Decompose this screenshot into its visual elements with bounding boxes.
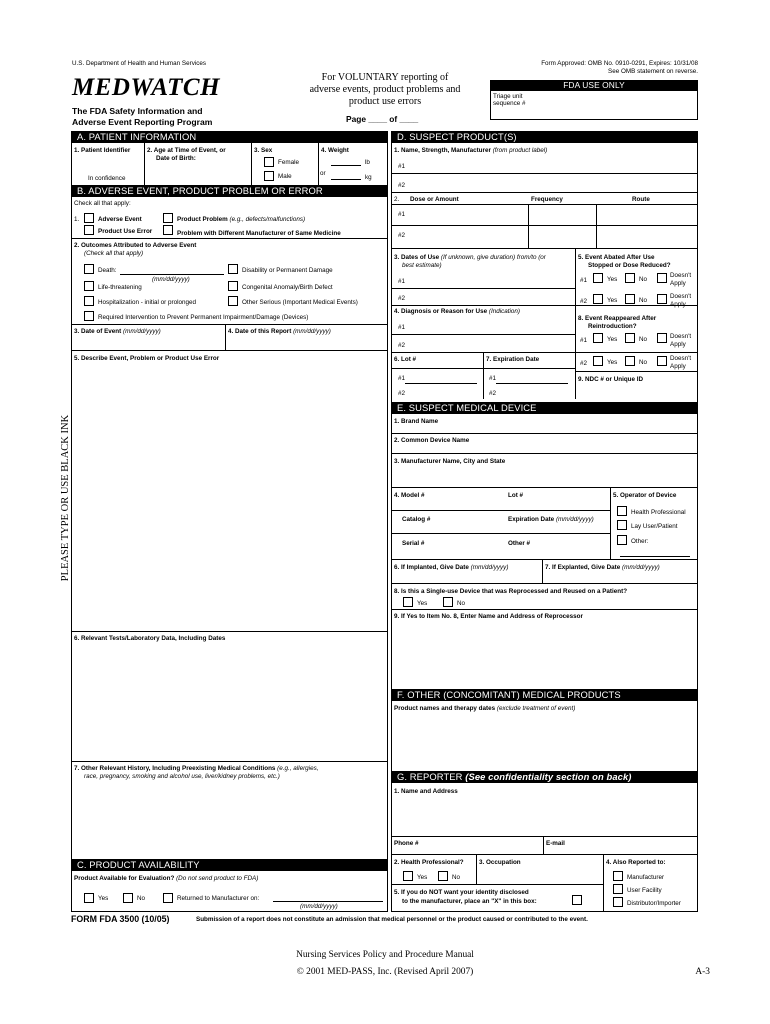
abated1-apply: Apply (670, 280, 686, 287)
triage-input[interactable] (594, 92, 696, 118)
brand-name-label: 1. Brand Name (394, 418, 439, 425)
lb-unit: lb (365, 159, 370, 166)
email-label: E-mail (546, 840, 565, 847)
lot-num1: #1 (398, 375, 406, 382)
abated2-no-label: No (639, 297, 648, 304)
male-label: Male (278, 173, 292, 180)
available-no-label: No (137, 895, 146, 902)
other-device-label: Other # (508, 540, 531, 547)
event-abated-label2: Stopped or Dose Reduced? (588, 262, 671, 269)
health-professional-checkbox[interactable] (617, 506, 627, 516)
exp-num2: #2 (489, 390, 497, 397)
identity-checkbox[interactable] (572, 895, 582, 905)
death-date-format: (mm/dd/yyyy) (152, 276, 190, 283)
hospitalization-label: Hospitalization - initial or prolonged (98, 299, 197, 306)
describe-event-label: 5. Describe Event, Problem or Product Use Error (74, 355, 220, 362)
age-label-line1: 2. Age at Time of Event, or (147, 147, 226, 154)
form-id: FORM FDA 3500 (10/05) (71, 914, 170, 924)
abated1-na-checkbox[interactable] (657, 273, 667, 283)
single-use-no-checkbox[interactable] (443, 597, 453, 607)
abated2-doesnt: Doesn't (670, 293, 692, 300)
phone-label: Phone # (394, 840, 419, 847)
adverse-event-checkbox[interactable] (84, 213, 94, 223)
other-serious-label: Other Serious (Important Medical Events) (242, 299, 358, 306)
outcomes-note: (Check all that apply) (84, 250, 144, 257)
d5-num1: #1 (580, 277, 588, 284)
program-title-line2: Adverse Event Reporting Program (72, 117, 213, 127)
section-g-title: G. REPORTER (See confidentiality section on back) (391, 771, 698, 783)
distributor-checkbox[interactable] (613, 897, 623, 907)
hp-yes-checkbox[interactable] (403, 871, 413, 881)
reappeared1-apply: Apply (670, 341, 686, 348)
reappeared2-yes-label: Yes (607, 359, 618, 366)
kg-unit: kg (365, 174, 372, 181)
d3-num1: #1 (398, 278, 406, 285)
section-b-title: B. ADVERSE EVENT, PRODUCT PROBLEM OR ERROR (71, 185, 388, 197)
required-intervention-label: Required Intervention to Prevent Permanent Impairment/Damage (Devices) (98, 314, 309, 321)
single-use-label: 8. Is this a Single-use Device that was Reprocessed and Reused on a Patient? (394, 588, 628, 595)
manufacturer-label: 3. Manufacturer Name, City and State (394, 458, 506, 465)
female-label: Female (278, 159, 299, 166)
side-instruction: PLEASE TYPE OR USE BLACK INK (60, 414, 71, 582)
reappeared1-yes-label: Yes (607, 336, 618, 343)
sex-label: 3. Sex (254, 147, 273, 154)
lot-device-label: Lot # (508, 492, 524, 499)
page-number: A-3 (695, 967, 710, 977)
different-manufacturer-label: Problem with Different Manufacturer of Same Medicine (177, 230, 341, 237)
check-all-label: Check all that apply: (74, 200, 131, 207)
reappeared1-no-checkbox[interactable] (625, 333, 635, 343)
manual-title: Nursing Services Policy and Procedure Manual (296, 950, 474, 960)
single-use-no-label: No (457, 600, 466, 607)
abated1-no-label: No (639, 276, 648, 283)
abated2-apply: Apply (670, 301, 686, 308)
patient-identifier-input[interactable] (74, 158, 142, 172)
identity-label1: 5. If you do NOT want your identity disclosed (394, 889, 529, 896)
dose-label: Dose or Amount (410, 196, 459, 203)
other-history-note: race, pregnancy, smoking and alcohol use, liver/kidney problems, etc.) (84, 773, 280, 780)
copyright: © 2001 MED-PASS, Inc. (Revised April 2007) (296, 967, 474, 977)
d1-num2: #2 (398, 182, 406, 189)
d8-num2: #2 (580, 360, 588, 367)
voluntary-line2: adverse events, product problems and (309, 84, 461, 95)
dept-name: U.S. Department of Health and Human Services (72, 60, 207, 67)
in-confidence-note: In confidence (88, 175, 126, 182)
reappeared2-no-label: No (639, 359, 648, 366)
date-of-event-label: 3. Date of Event (mm/dd/yyyy) (74, 328, 161, 335)
available-no-checkbox[interactable] (123, 893, 133, 903)
single-use-yes-label: Yes (417, 600, 428, 607)
d3-num2: #2 (398, 295, 406, 302)
life-threatening-label: Life-threatening (98, 284, 142, 291)
abated1-yes-checkbox[interactable] (593, 273, 603, 283)
triage-label1: Triage unit (493, 93, 523, 100)
common-device-label: 2. Common Device Name (394, 437, 470, 444)
lay-user-label: Lay User/Patient (631, 523, 678, 530)
reporter-name-label: 1. Name and Address (394, 788, 458, 795)
section-e-title: E. SUSPECT MEDICAL DEVICE (391, 402, 698, 414)
other-serious-checkbox[interactable] (228, 296, 238, 306)
section-c-title: C. PRODUCT AVAILABILITY (71, 859, 388, 871)
hp-no-label: No (452, 874, 461, 881)
other-operator-checkbox[interactable] (617, 535, 627, 545)
d1-num1: #1 (398, 163, 406, 170)
reprocessor-label: 9. If Yes to Item No. 8, Enter Name and Address of Reprocessor (394, 613, 583, 620)
dates-of-use-note: best estimate) (402, 262, 442, 269)
distributor-label: Distributor/Importer (627, 900, 681, 907)
diagnosis-label: 4. Diagnosis or Reason for Use (Indication) (394, 308, 520, 315)
program-title-line1: The FDA Safety Information and (72, 106, 203, 116)
outcomes-label: 2. Outcomes Attributed to Adverse Event (74, 242, 197, 249)
single-use-yes-checkbox[interactable] (403, 597, 413, 607)
hospitalization-checkbox[interactable] (84, 296, 94, 306)
patient-identifier-label: 1. Patient Identifier (74, 147, 131, 154)
d2-num2: #2 (398, 232, 406, 239)
age-label-line2: Date of Birth: (156, 155, 196, 162)
reappeared1-yes-checkbox[interactable] (593, 333, 603, 343)
product-available-label: Product Available for Evaluation? (Do not send product to FDA) (74, 875, 259, 882)
hp-no-checkbox[interactable] (438, 871, 448, 881)
different-manufacturer-checkbox[interactable] (163, 225, 173, 235)
abated2-na-checkbox[interactable] (657, 294, 667, 304)
reappeared2-doesnt: Doesn't (670, 355, 692, 362)
section-f-title: F. OTHER (CONCOMITANT) MEDICAL PRODUCTS (391, 689, 698, 701)
expiration-device-label: Expiration Date (mm/dd/yyyy) (508, 516, 594, 523)
expiration-label: 7. Expiration Date (486, 356, 540, 363)
product-problem-label: Product Problem (e.g., defects/malfunctions) (177, 216, 306, 223)
concomitant-textarea[interactable] (394, 716, 695, 766)
user-facility-checkbox[interactable] (613, 884, 623, 894)
other-history-label: 7. Other Relevant History, Including Preexisting Medical Conditions (e.g., allergies, (74, 765, 319, 772)
lot-label: 6. Lot # (394, 356, 417, 363)
required-intervention-checkbox[interactable] (84, 311, 94, 321)
d2-num: 2. (394, 196, 400, 203)
abated1-doesnt: Doesn't (670, 272, 692, 279)
death-checkbox[interactable] (84, 264, 94, 274)
reappeared-label1: 8. Event Reappeared After (578, 315, 657, 322)
triage-label2: sequence # (493, 100, 526, 107)
route-label: Route (632, 196, 650, 203)
returned-label: Returned to Manufacturer on: (177, 895, 260, 902)
female-checkbox[interactable] (264, 157, 274, 167)
reappeared1-no-label: No (639, 336, 648, 343)
medwatch-logo: MEDWATCH (72, 74, 221, 101)
section-d-title: D. SUSPECT PRODUCT(S) (391, 131, 698, 143)
user-facility-label: User Facility (627, 887, 662, 894)
death-label: Death: (98, 267, 117, 274)
voluntary-line3: product use errors (348, 96, 422, 107)
other-operator-label: Other: (631, 538, 649, 545)
concomitant-label: Product names and therapy dates (exclude treatment of event) (394, 705, 576, 712)
lot-num2: #2 (398, 390, 406, 397)
congenital-checkbox[interactable] (228, 281, 238, 291)
date-of-report-label: 4. Date of this Report (mm/dd/yyyy) (228, 328, 331, 335)
reappeared2-apply: Apply (670, 363, 686, 370)
catalog-label: Catalog # (402, 516, 431, 523)
lay-user-checkbox[interactable] (617, 520, 627, 530)
hp-yes-label: Yes (417, 874, 428, 881)
d2-num1: #1 (398, 211, 406, 218)
section-a-title: A. PATIENT INFORMATION (71, 131, 388, 143)
product-use-error-checkbox[interactable] (84, 225, 94, 235)
also-reported-label: 4. Also Reported to: (606, 859, 666, 866)
fda-use-only-bar: FDA USE ONLY (490, 80, 698, 90)
other-history-textarea[interactable] (74, 784, 385, 856)
operator-label: 5. Operator of Device (613, 492, 677, 499)
frequency-label: Frequency (531, 196, 563, 203)
weight-label: 4. Weight (321, 147, 349, 154)
relevant-tests-label: 6. Relevant Tests/Laboratory Data, Including Dates (74, 635, 226, 642)
reappeared-label2: Reintroduction? (588, 323, 637, 330)
disability-checkbox[interactable] (228, 264, 238, 274)
ndc-label: 9. NDC # or Unique ID (578, 376, 644, 383)
occupation-label: 3. Occupation (479, 859, 521, 866)
reappeared1-doesnt: Doesn't (670, 333, 692, 340)
model-label: 4. Model # (394, 492, 425, 499)
d8-num1: #1 (580, 337, 588, 344)
manufacturer-label: Manufacturer (627, 874, 665, 881)
available-yes-checkbox[interactable] (84, 893, 94, 903)
reappeared2-no-checkbox[interactable] (625, 356, 635, 366)
disclaimer: Submission of a report does not constitute an admission that medical personnel or the product caused or contributed to the event. (196, 916, 588, 923)
abated1-yes-label: Yes (607, 276, 618, 283)
page-label: Page ____ of ____ (346, 114, 419, 124)
life-threatening-checkbox[interactable] (84, 281, 94, 291)
d4-num2: #2 (398, 342, 406, 349)
disability-label: Disability or Permanent Damage (242, 267, 333, 274)
health-professional-label: Health Professional (631, 509, 686, 516)
abated2-yes-label: Yes (607, 297, 618, 304)
reappeared2-yes-checkbox[interactable] (593, 356, 603, 366)
relevant-tests-textarea[interactable] (74, 646, 385, 758)
d4-num1: #1 (398, 324, 406, 331)
voluntary-line1: For VOLUNTARY reporting of (321, 72, 449, 83)
explanted-label: 7. If Explanted, Give Date (mm/dd/yyyy) (545, 564, 660, 571)
omb-line2: See OMB statement on reverse. (608, 68, 698, 75)
returned-checkbox[interactable] (163, 893, 173, 903)
abated2-yes-checkbox[interactable] (593, 294, 603, 304)
reappeared2-na-checkbox[interactable] (657, 356, 667, 366)
adverse-event-label: Adverse Event (98, 216, 142, 223)
returned-date-format: (mm/dd/yyyy) (300, 903, 338, 910)
d5-num2: #2 (580, 298, 588, 305)
name-strength-label: 1. Name, Strength, Manufacturer (from product label) (394, 147, 548, 154)
available-yes-label: Yes (98, 895, 109, 902)
omb-line1: Form Approved: OMB No. 0910-0291, Expires: 10/31/08 (541, 60, 698, 67)
abated1-no-checkbox[interactable] (625, 273, 635, 283)
serial-label: Serial # (402, 540, 425, 547)
implanted-label: 6. If Implanted, Give Date (mm/dd/yyyy) (394, 564, 509, 571)
manufacturer-checkbox[interactable] (613, 871, 623, 881)
dates-of-use-label: 3. Dates of Use (If unknown, give duration) from/to (or (394, 254, 546, 261)
reporter-name-textarea[interactable] (394, 798, 695, 834)
congenital-label: Congenital Anomaly/Birth Defect (242, 284, 333, 291)
or-label: or (320, 170, 326, 177)
identity-label2: to the manufacturer, place an "X" in this box: (402, 898, 537, 905)
product-problem-checkbox[interactable] (163, 213, 173, 223)
reprocessor-textarea[interactable] (394, 624, 695, 684)
describe-event-textarea[interactable] (74, 366, 385, 630)
product-use-error-label: Product Use Error (98, 228, 153, 235)
event-abated-label1: 5. Event Abated After Use (578, 254, 655, 261)
male-checkbox[interactable] (264, 171, 274, 181)
abated2-no-checkbox[interactable] (625, 294, 635, 304)
health-professional-q-label: 2. Health Professional? (394, 859, 464, 866)
exp-num1: #1 (489, 375, 497, 382)
reappeared1-na-checkbox[interactable] (657, 333, 667, 343)
item1-num: 1. (74, 216, 80, 223)
